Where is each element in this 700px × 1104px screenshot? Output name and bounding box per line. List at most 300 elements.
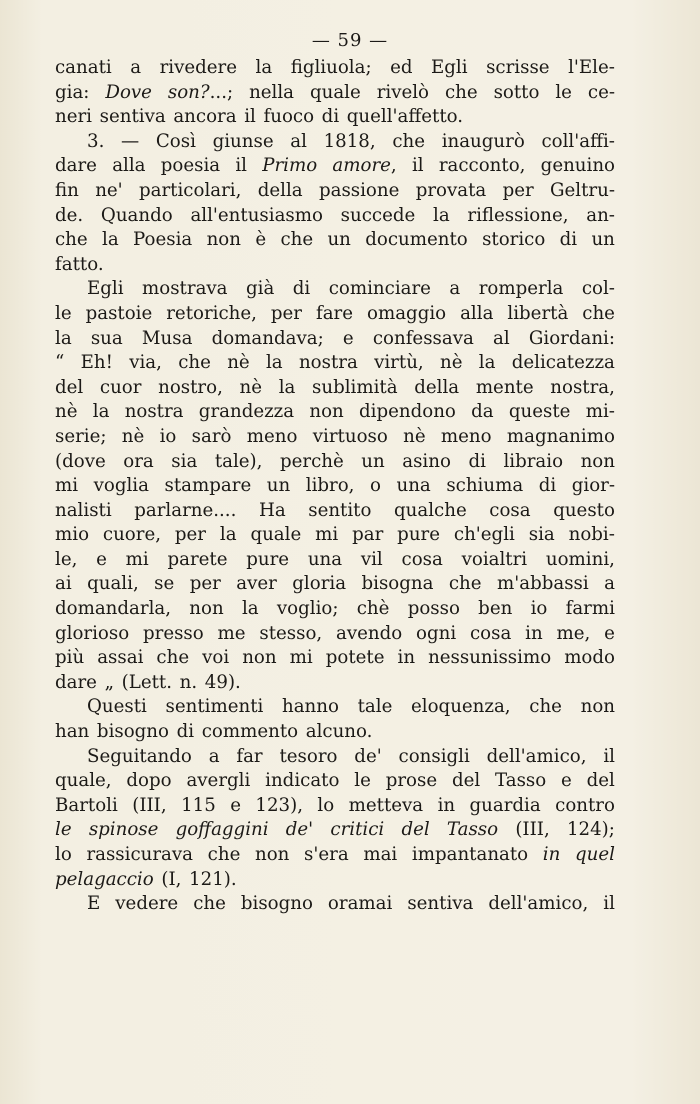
word: di (176, 721, 195, 743)
text-line (55, 277, 615, 302)
text-line (55, 597, 615, 622)
word: guardia (469, 794, 541, 816)
word: un (591, 229, 615, 251)
word: passione (318, 179, 400, 201)
word: del (586, 770, 615, 792)
word: da (471, 401, 494, 423)
word: prose (385, 770, 438, 792)
word: le (55, 302, 72, 324)
word: per (189, 573, 221, 595)
word: via, (129, 352, 162, 374)
word: me (217, 622, 246, 644)
word: pure (397, 524, 440, 546)
word: Primo (262, 155, 318, 177)
word: Poesia (133, 229, 193, 251)
word: nè (439, 352, 463, 374)
word: io (159, 425, 177, 447)
word: non (580, 696, 615, 718)
word: goffaggini (175, 819, 269, 841)
word: al (290, 130, 307, 152)
word: Dove (105, 81, 152, 103)
word: magnanimo (506, 425, 615, 447)
word: della (414, 376, 460, 398)
word: in (437, 794, 456, 816)
word: critici (330, 819, 385, 841)
word: Tasso (495, 770, 547, 792)
word: quel (574, 844, 615, 865)
word: sua (90, 327, 123, 349)
word: virtuoso (312, 425, 388, 447)
word: la (478, 352, 496, 374)
word: chè (356, 598, 390, 620)
word: Seguitando (87, 745, 192, 767)
word: di (538, 475, 557, 497)
word: genuino (540, 155, 615, 177)
text-line (55, 228, 615, 253)
word: ogni (416, 622, 457, 644)
word: che (448, 573, 482, 595)
text-line (55, 425, 615, 450)
word: cosa (401, 548, 443, 570)
word: la (102, 229, 119, 251)
word: in (542, 844, 561, 865)
word: in (397, 647, 416, 669)
text-line (55, 548, 615, 573)
word: in (525, 622, 543, 644)
word: mi- (585, 401, 615, 423)
word: un (361, 450, 385, 472)
word: della (257, 179, 303, 201)
text-line (55, 843, 615, 868)
word: Egli (87, 278, 124, 300)
word: e (230, 794, 241, 816)
word: io (530, 598, 548, 620)
word: che (55, 229, 88, 251)
word: me, (556, 622, 591, 644)
word: meno (440, 425, 492, 447)
word: alla (112, 155, 146, 177)
word: sublimità (312, 376, 398, 398)
text-line (55, 204, 615, 229)
word: glorioso (55, 622, 130, 644)
word: hanno (282, 696, 339, 718)
word: l'Ele- (568, 57, 615, 78)
word: nè (55, 401, 78, 423)
word: nè (227, 352, 250, 374)
word: domandava; (211, 327, 324, 349)
word: nè (121, 425, 145, 447)
word: vil (360, 548, 383, 570)
word: sia (171, 450, 198, 472)
body-text (55, 56, 615, 917)
word: il (411, 155, 424, 177)
text-line (55, 523, 615, 548)
text-line (55, 105, 615, 130)
word: già (246, 278, 275, 300)
word: nostra (124, 401, 184, 423)
word: figliuola; (290, 57, 372, 78)
word: per (270, 302, 302, 324)
word: romperla (478, 278, 564, 300)
text-line (55, 400, 615, 425)
word: sia (528, 524, 555, 546)
word: non (309, 401, 344, 423)
word: dell'amico, (486, 745, 587, 767)
word: del (401, 819, 430, 841)
word: cuor (99, 376, 142, 398)
word: gia: (55, 81, 90, 103)
text-line (55, 572, 615, 597)
word: fin (55, 179, 79, 201)
word: di (321, 106, 340, 128)
word: parete (167, 548, 228, 570)
word: 123), (255, 794, 303, 816)
word: non (189, 598, 224, 620)
word: la (55, 327, 72, 349)
text-line (55, 818, 615, 843)
word: voialtri (461, 548, 528, 570)
word: le (354, 770, 371, 792)
word: domandarla, (55, 598, 172, 620)
word: vedere (115, 893, 179, 915)
word: queste (508, 401, 571, 423)
word: “ (55, 352, 65, 374)
word: ch'egli (453, 524, 515, 546)
word: ancora (173, 106, 237, 128)
word: nè (403, 425, 426, 447)
word: avendo (336, 622, 403, 644)
word: sentiva (407, 893, 474, 915)
word: che (207, 844, 241, 865)
word: se (154, 573, 175, 595)
word: quell'affetto. (346, 106, 464, 128)
word: — (121, 130, 140, 152)
word: provata (415, 179, 487, 201)
word: 1818, (323, 130, 376, 152)
word: che (444, 81, 478, 103)
word: la (92, 401, 110, 423)
word: canati (55, 57, 112, 78)
word: alla (460, 302, 494, 324)
word: mio (55, 524, 90, 546)
word: Giordani: (528, 327, 615, 349)
word: e (561, 770, 572, 792)
word: Così (155, 130, 196, 152)
word: rivedere (159, 57, 238, 78)
word: sentimenti (165, 696, 264, 718)
word: Tasso (446, 819, 499, 841)
word: quale (309, 81, 361, 103)
word: 124); (566, 819, 615, 841)
word: modo (564, 647, 615, 669)
word: e (604, 622, 615, 644)
word: ce- (587, 81, 615, 103)
word: de. (55, 204, 84, 226)
word: lo (55, 844, 72, 865)
word: coll'affi- (541, 130, 615, 152)
word: sarò (191, 425, 232, 447)
word: Geltru- (550, 179, 615, 201)
text-line (55, 376, 615, 401)
text-line (55, 253, 615, 278)
word: che (193, 893, 226, 915)
word: delicatezza (511, 352, 615, 374)
text-line (55, 154, 615, 179)
word: a (604, 573, 615, 595)
word: o (370, 475, 381, 497)
word: cosa (469, 622, 512, 644)
text-line (55, 499, 615, 524)
text-line (55, 794, 615, 819)
word: nostro, (158, 376, 223, 398)
word: tale (357, 696, 393, 718)
word: confessava (372, 327, 474, 349)
word: dare (55, 671, 97, 693)
word: al (493, 327, 510, 349)
word: ...; (209, 81, 234, 103)
word: fare (315, 302, 354, 324)
word: il (235, 155, 247, 177)
text-line (55, 450, 615, 475)
text-line (55, 81, 615, 106)
word: il (244, 106, 256, 128)
word: eloquenza, (411, 696, 511, 718)
word: dopo (126, 770, 172, 792)
word: storico (482, 229, 546, 251)
word: posso (407, 598, 460, 620)
word: Ha (258, 499, 286, 521)
text-line (55, 892, 615, 917)
word: all'entusiasmo (190, 204, 323, 226)
word: la (255, 57, 273, 78)
word: , (390, 155, 397, 177)
text-line (55, 769, 615, 794)
word: cominciare (328, 278, 431, 300)
word: consigli (398, 745, 470, 767)
word: nostra, (550, 376, 615, 398)
word: più (55, 647, 85, 669)
word: amore (332, 155, 391, 177)
word: inaugurò (441, 130, 525, 152)
word: aver (236, 573, 277, 595)
word: nostra (298, 352, 358, 374)
word: schiuma (446, 475, 524, 497)
word: assai (97, 647, 144, 669)
word: par (352, 524, 384, 546)
word: nè (239, 376, 263, 398)
word: qualche (394, 499, 467, 521)
word: cosa (489, 499, 531, 521)
word: s'era (304, 844, 349, 865)
word: ne' (95, 179, 123, 201)
word: far (236, 745, 263, 767)
word: impantanato (411, 844, 529, 865)
word: voglio; (276, 598, 339, 620)
word: un (327, 229, 351, 251)
word: di (468, 450, 486, 472)
word: la (433, 204, 450, 226)
word: libraio (503, 450, 564, 472)
word: mi (125, 548, 149, 570)
word: dell'amico, (488, 893, 589, 915)
word: (III, (132, 794, 167, 816)
word: ben (478, 598, 513, 620)
word: presso (142, 622, 204, 644)
word: sotto (493, 81, 540, 103)
word: m'abbassi (496, 573, 589, 595)
word: poesia (160, 155, 221, 177)
text-line (55, 327, 615, 352)
word: stampare (164, 475, 252, 497)
word: de' (354, 745, 382, 767)
word: bisogno (96, 721, 169, 743)
word: (dove (55, 450, 106, 472)
word: 3. (87, 130, 105, 152)
word: rivelò (376, 81, 430, 103)
word: quale, (55, 770, 112, 792)
word: neri (55, 106, 92, 128)
word: la (265, 352, 283, 374)
word: col- (581, 278, 615, 300)
word: Eh! (80, 352, 113, 374)
word: Egli (431, 57, 468, 78)
word: grandezza (198, 401, 295, 423)
word: pelagaccio (55, 868, 154, 890)
text-line (55, 179, 615, 204)
word: riflessione, (467, 204, 569, 226)
text-line (55, 56, 615, 81)
word: che (280, 229, 314, 251)
text-line (55, 474, 615, 499)
word: quali, (87, 573, 139, 595)
word: a (208, 745, 220, 767)
word (168, 81, 233, 106)
word: mai (363, 844, 398, 865)
word: non (580, 450, 615, 472)
word: di (559, 229, 578, 251)
word: non (206, 229, 241, 251)
word: e (342, 327, 354, 349)
word: bisogna (361, 573, 434, 595)
word: mente (475, 376, 534, 398)
word: perchè (279, 450, 344, 472)
word: che (392, 130, 426, 152)
word: fuoco (263, 106, 315, 128)
word: del (55, 376, 84, 398)
word: particolari, (139, 179, 242, 201)
word: retoriche, (166, 302, 257, 324)
word: mi (55, 475, 79, 497)
word: non (255, 844, 290, 865)
word: sentiva (99, 106, 166, 128)
word: voglia (93, 475, 149, 497)
word: „ (104, 671, 115, 693)
word: E (87, 893, 101, 915)
text-line (55, 720, 615, 745)
page-number: — 59 — (311, 30, 389, 51)
word: avergli (186, 770, 251, 792)
word: (Lett. (121, 671, 173, 693)
word: (III, (515, 819, 550, 841)
word: dare (55, 155, 97, 177)
word: 49). (204, 671, 241, 693)
word: serie; (55, 425, 107, 447)
word: de' (285, 819, 314, 841)
word: ed (390, 57, 413, 78)
word: Quando (100, 204, 173, 226)
word: han (55, 721, 90, 743)
word: scrisse (486, 57, 550, 78)
word: ai (55, 573, 72, 595)
text-line (55, 646, 615, 671)
word: asino (402, 450, 451, 472)
word: uomini, (545, 548, 615, 570)
word: è (255, 229, 267, 251)
text-line (55, 351, 615, 376)
word: potete (325, 647, 385, 669)
word: che (156, 647, 190, 669)
word: (I, (161, 868, 182, 890)
word: tale), (214, 450, 263, 472)
word: la (219, 524, 237, 546)
word: gior- (571, 475, 615, 497)
word: parlarne.... (134, 499, 237, 521)
text-line (55, 868, 615, 893)
word: a (130, 57, 142, 78)
word: stesso, (259, 622, 323, 644)
word: per (174, 524, 206, 546)
word: il (603, 893, 615, 915)
word: contro (555, 794, 615, 816)
text-line (55, 302, 615, 327)
text-line (55, 695, 615, 720)
word: meno (246, 425, 298, 447)
word: nella (249, 81, 295, 103)
word: mi (289, 647, 313, 669)
word: nalisti (55, 499, 112, 521)
word: una (307, 548, 343, 570)
word: pastoie (85, 302, 153, 324)
word: che (529, 696, 562, 718)
word: an- (586, 204, 615, 226)
word: Questi (87, 696, 147, 718)
word: giunse (212, 130, 274, 152)
text-line (55, 622, 615, 647)
text-line (55, 671, 615, 696)
word: la (278, 376, 296, 398)
word: ora (123, 450, 154, 472)
word: una (396, 475, 431, 497)
word: lo (317, 794, 335, 816)
word: farmi (565, 598, 615, 620)
word: che (178, 352, 211, 374)
word: alcuno. (305, 721, 373, 743)
word: libertà (507, 302, 569, 324)
word: Bartoli (55, 794, 118, 816)
word: questo (553, 499, 615, 521)
word: che (582, 302, 615, 324)
text-line (55, 130, 615, 155)
word: 121). (189, 868, 237, 890)
word: tesoro (279, 745, 338, 767)
word: pure (246, 548, 290, 570)
word: e (96, 548, 107, 570)
word: 115 (181, 794, 216, 816)
word: metteva (348, 794, 424, 816)
word: commento (201, 721, 299, 743)
word: bisogno (240, 893, 313, 915)
word: gloria (292, 573, 347, 595)
